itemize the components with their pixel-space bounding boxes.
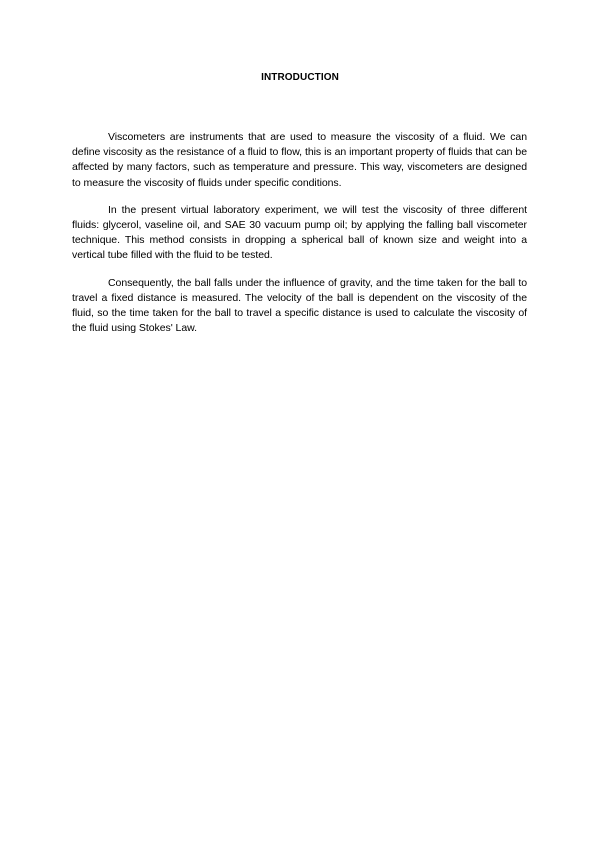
- paragraph-3: Consequently, the ball falls under the influence of gravity, and the time taken for the ball to travel a fixed distance is measured. The velocity of the ball is dependent on the viscosity of the fluid, so the time taken for the ball to travel a specific distance is used to calculate the viscosity of the fluid using Stokes' Law.: [72, 276, 527, 335]
- paragraph-2: In the present virtual laboratory experiment, we will test the viscosity of three different fluids: glycerol, vaseline oil, and SAE 30 vacuum pump oil; by applying the falling ball viscometer technique. This method consists in dropping a spherical ball of known size and weight into a vertical tube filled with the fluid to be tested.: [72, 203, 527, 262]
- paragraph-1: Viscometers are instruments that are used to measure the viscosity of a fluid. We can define viscosity as the resistance of a fluid to flow, this is an important property of fluids that can be affected by many factors, such as temperature and pressure. This way, viscometers are designed to measure the viscosity of fluids under specific conditions.: [72, 131, 527, 189]
- body-text: [72, 130, 527, 348]
- page-title: INTRODUCTION: [261, 72, 339, 83]
